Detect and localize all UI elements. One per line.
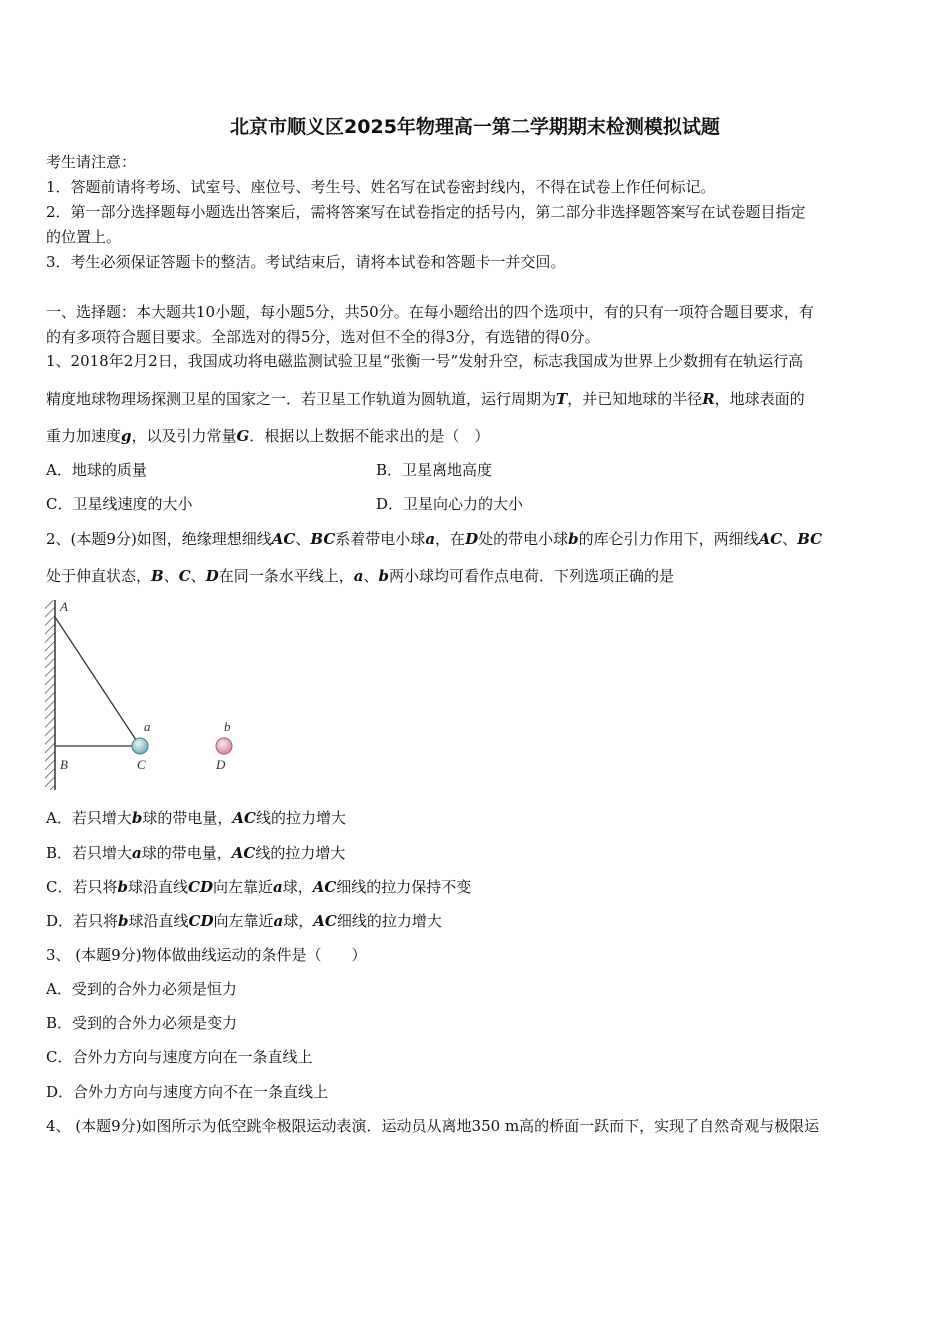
label-C: C [137, 757, 146, 772]
var-BC: BC [310, 530, 336, 548]
q2-text: A．若只增大 [46, 809, 132, 827]
q1-text: ．根据以上数据不能求出的是（ ） [249, 427, 490, 445]
q2-option-a [46, 808, 346, 828]
q2-text: 线的拉力增大 [255, 809, 346, 827]
var-AC: AC [271, 530, 296, 548]
notice-item-3: 3．考生必须保证答题卡的整洁。考试结束后，请将本试卷和答题卡一并交回。 [46, 253, 566, 271]
q3-stem: 3、 (本题9分)物体做曲线运动的条件是（ ） [46, 946, 367, 964]
q2-text: 球， [283, 912, 314, 930]
q2-text: 处的带电小球 [478, 530, 569, 548]
q2-stem-line2 [46, 566, 674, 586]
notice-item-2: 2．第一部分选择题每小题选出答案后，需将答案写在试卷指定的括号内，第二部分非选择题答案写在试卷题目指定 [46, 203, 806, 221]
var-g: g [121, 427, 132, 445]
q2-text: 的库仑引力作用下，两细线 [578, 530, 759, 548]
var-CD: CD [188, 912, 214, 930]
q2-figure [40, 596, 260, 796]
q1-text: 精度地球物理场探测卫星的国家之一．若卫星工作轨道为圆轨道，运行周期为 [46, 390, 557, 408]
q1-text: ，地球表面的 [714, 390, 805, 408]
var-D: D [465, 530, 479, 548]
section-heading-line2: 的有多项符合题目要求。全部选对的得5分，选对但不全的得3分，有选错的得0分。 [46, 328, 600, 346]
var-C: C [178, 567, 191, 585]
q1-stem-line3 [46, 426, 489, 446]
q2-text: 细线的拉力保持不变 [336, 878, 472, 896]
ball-a [132, 738, 148, 754]
q1-option-a: A．地球的质量 [46, 461, 147, 479]
notice-item-1: 1．答题前请将考场、试室号、座位号、考生号、姓名写在试卷密封线内，不得在试卷上作任何标记。 [46, 178, 716, 196]
var-AC: AC [312, 878, 337, 896]
var-a: a [425, 530, 436, 548]
label-a: a [144, 719, 151, 734]
label-D: D [216, 757, 226, 772]
q2-text: 、 [163, 567, 179, 585]
q2-text: C．若只将 [46, 878, 118, 896]
var-b: b [131, 809, 143, 827]
q2-text: 、 [295, 530, 311, 548]
q2-option-b [46, 843, 345, 863]
q1-option-d: D．卫星向心力的大小 [376, 495, 524, 513]
var-CD: CD [188, 878, 213, 896]
page-title: 北京市顺义区2025年物理高一第二学期期末检测模拟试题 [230, 116, 720, 138]
notice-item-2-cont: 的位置上。 [46, 228, 122, 246]
q1-option-b: B．卫星离地高度 [376, 461, 493, 479]
var-a: a [273, 912, 284, 930]
q2-text: 2、(本题9分)如图，绝缘理想细线 [46, 530, 272, 548]
q2-text: 线的拉力增大 [255, 844, 346, 862]
q2-option-d [46, 911, 442, 931]
q1-text: ，并已知地球的半径 [567, 390, 703, 408]
q2-text: D．若只将 [46, 912, 119, 930]
var-a: a [272, 878, 283, 896]
q3-option-b: B．受到的合外力必须是变力 [46, 1014, 238, 1032]
q2-text: 向左靠近 [213, 912, 274, 930]
label-B: B [60, 757, 68, 772]
q1-stem-line2 [46, 389, 805, 409]
label-b: b [224, 719, 231, 734]
q2-text: 、 [782, 530, 798, 548]
q2-text: 在同一条水平线上， [218, 567, 354, 585]
q2-text: 球， [282, 878, 313, 896]
q2-stem-line1 [46, 529, 822, 549]
q2-text: 、 [190, 567, 206, 585]
var-AC: AC [313, 912, 337, 930]
q2-text: 细线的拉力增大 [336, 912, 442, 930]
q2-text: ，在 [435, 530, 466, 548]
q2-option-c [46, 877, 471, 897]
var-B: B [151, 567, 164, 585]
section-heading-line1: 一、选择题：本大题共10小题，每小题5分，共50分。在每小题给出的四个选项中，有的只有一项符合题目要求，有 [46, 303, 814, 321]
thread-AC [55, 617, 140, 746]
q2-text: 球的带电量， [142, 809, 233, 827]
var-R: R [702, 390, 715, 408]
q1-text: 重力加速度 [46, 427, 122, 445]
var-AC: AC [232, 809, 256, 827]
notice-heading: 考生请注意： [46, 153, 137, 171]
q3-option-d: D．合外力方向与速度方向不在一条直线上 [46, 1083, 329, 1101]
var-a: a [132, 844, 142, 862]
var-AC: AC [758, 530, 783, 548]
var-b: b [568, 530, 579, 548]
q1-text: ，以及引力常量 [131, 427, 237, 445]
q4-stem: 4、 (本题9分)如图所示为低空跳伞极限运动表演．运动员从离地350 m高的桥面一跃而下，实现了自然奇观与极限运 [46, 1117, 820, 1135]
q3-option-c: C．合外力方向与速度方向在一条直线上 [46, 1048, 313, 1066]
var-G: G [236, 427, 250, 445]
var-AC: AC [231, 844, 256, 862]
q1-option-c: C．卫星线速度的大小 [46, 495, 193, 513]
q2-text: 球沿直线 [127, 878, 188, 896]
var-b: b [118, 912, 129, 930]
label-A: A [60, 599, 68, 614]
var-a: a [353, 567, 364, 585]
q1-stem-line1: 1、2018年2月2日，我国成功将电磁监测试验卫星“张衡一号”发射升空，标志我国成为世界上少数拥有在轨运行高 [46, 352, 804, 370]
q2-text: 两小球均可看作点电荷．下列选项正确的是 [388, 567, 674, 585]
var-b: b [117, 878, 128, 896]
q2-text: 球沿直线 [128, 912, 189, 930]
wall-hatching [45, 600, 55, 790]
var-BC: BC [797, 530, 823, 548]
ball-b [216, 738, 232, 754]
q3-option-a: A．受到的合外力必须是恒力 [46, 980, 237, 998]
var-T: T [556, 390, 568, 408]
var-b: b [378, 567, 389, 585]
var-D: D [205, 567, 219, 585]
q2-text: 处于伸直状态， [46, 567, 152, 585]
q2-text: 、 [363, 567, 379, 585]
q2-text: 系着带电小球 [335, 530, 426, 548]
q2-text: 向左靠近 [212, 878, 273, 896]
q2-text: 球的带电量， [141, 844, 232, 862]
q2-text: B．若只增大 [46, 844, 133, 862]
